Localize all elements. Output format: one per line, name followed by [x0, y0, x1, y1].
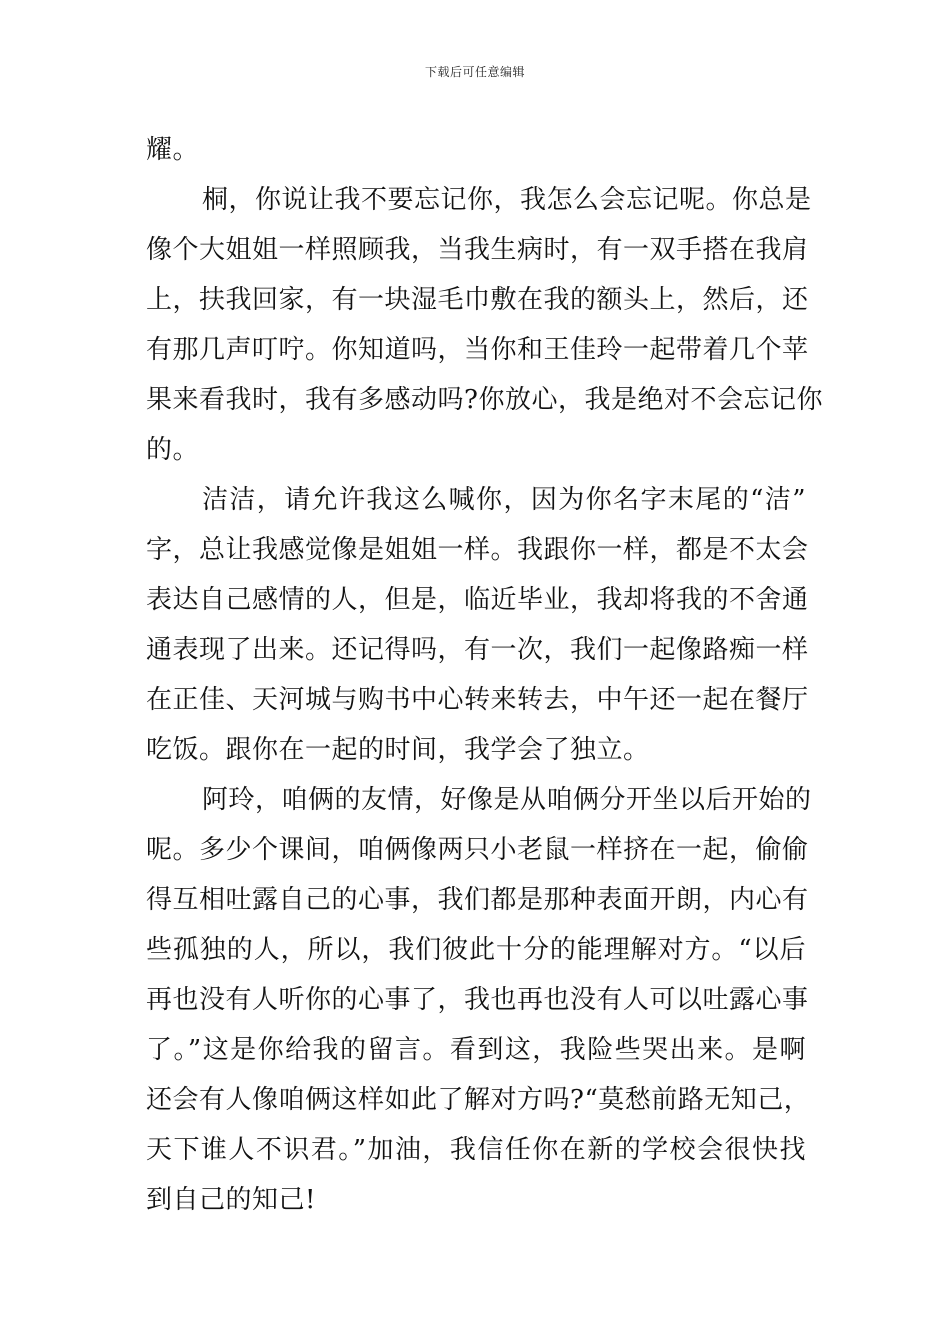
text-line: 耀。	[146, 135, 200, 165]
text-line: 得互相吐露自己的心事，我们都是那种表面开朗，内心有	[146, 885, 809, 915]
paragraph	[146, 775, 812, 1225]
text-line: 还会有人像咱俩这样如此了解对方吗?“莫愁前路无知己，	[146, 1085, 811, 1115]
text-line: 桐，你说让我不要忘记你，我怎么会忘记呢。你总是	[202, 185, 812, 215]
text-line: 有那几声叮咛。你知道吗，当你和王佳玲一起带着几个苹	[146, 335, 809, 365]
document-body	[146, 125, 823, 1225]
text-line: 字，总让我感觉像是姐姐一样。我跟你一样，都是不太会	[146, 535, 809, 565]
page-header: 下载后可任意编辑	[424, 65, 525, 79]
text-line: 到自己的知己!	[146, 1185, 316, 1215]
paragraph	[146, 175, 823, 475]
text-line: 表达自己感情的人，但是，临近毕业，我却将我的不舍通	[146, 585, 809, 615]
paragraph	[146, 125, 806, 175]
text-line: 些孤独的人，所以，我们彼此十分的能理解对方。“以后	[146, 935, 806, 965]
text-line: 吃饭。跟你在一起的时间，我学会了独立。	[146, 735, 650, 765]
text-line: 像个大姐姐一样照顾我，当我生病时，有一双手搭在我肩	[146, 235, 809, 265]
text-line: 呢。多少个课间，咱俩像两只小老鼠一样挤在一起，偷偷	[146, 835, 809, 865]
paragraph	[146, 475, 809, 775]
text-line: 洁洁，请允许我这么喊你，因为你名字末尾的“洁”	[202, 485, 806, 515]
text-line: 了。”这是你给我的留言。看到这，我险些哭出来。是啊	[146, 1035, 806, 1065]
text-line: 上，扶我回家，有一块湿毛巾敷在我的额头上，然后，还	[146, 285, 809, 315]
text-line: 阿玲，咱俩的友情，好像是从咱俩分开坐以后开始的	[202, 785, 812, 815]
text-line: 果来看我时，我有多感动吗?你放心，我是绝对不会忘记你	[146, 385, 823, 415]
text-line: 的。	[146, 435, 200, 465]
text-line: 通表现了出来。还记得吗，有一次，我们一起像路痴一样	[146, 635, 809, 665]
text-line: 天下谁人不识君。”加油，我信任你在新的学校会很快找	[146, 1135, 806, 1165]
text-line: 在正佳、天河城与购书中心转来转去，中午还一起在餐厅	[146, 685, 809, 715]
text-line: 再也没有人听你的心事了，我也再也没有人可以吐露心事	[146, 985, 809, 1015]
